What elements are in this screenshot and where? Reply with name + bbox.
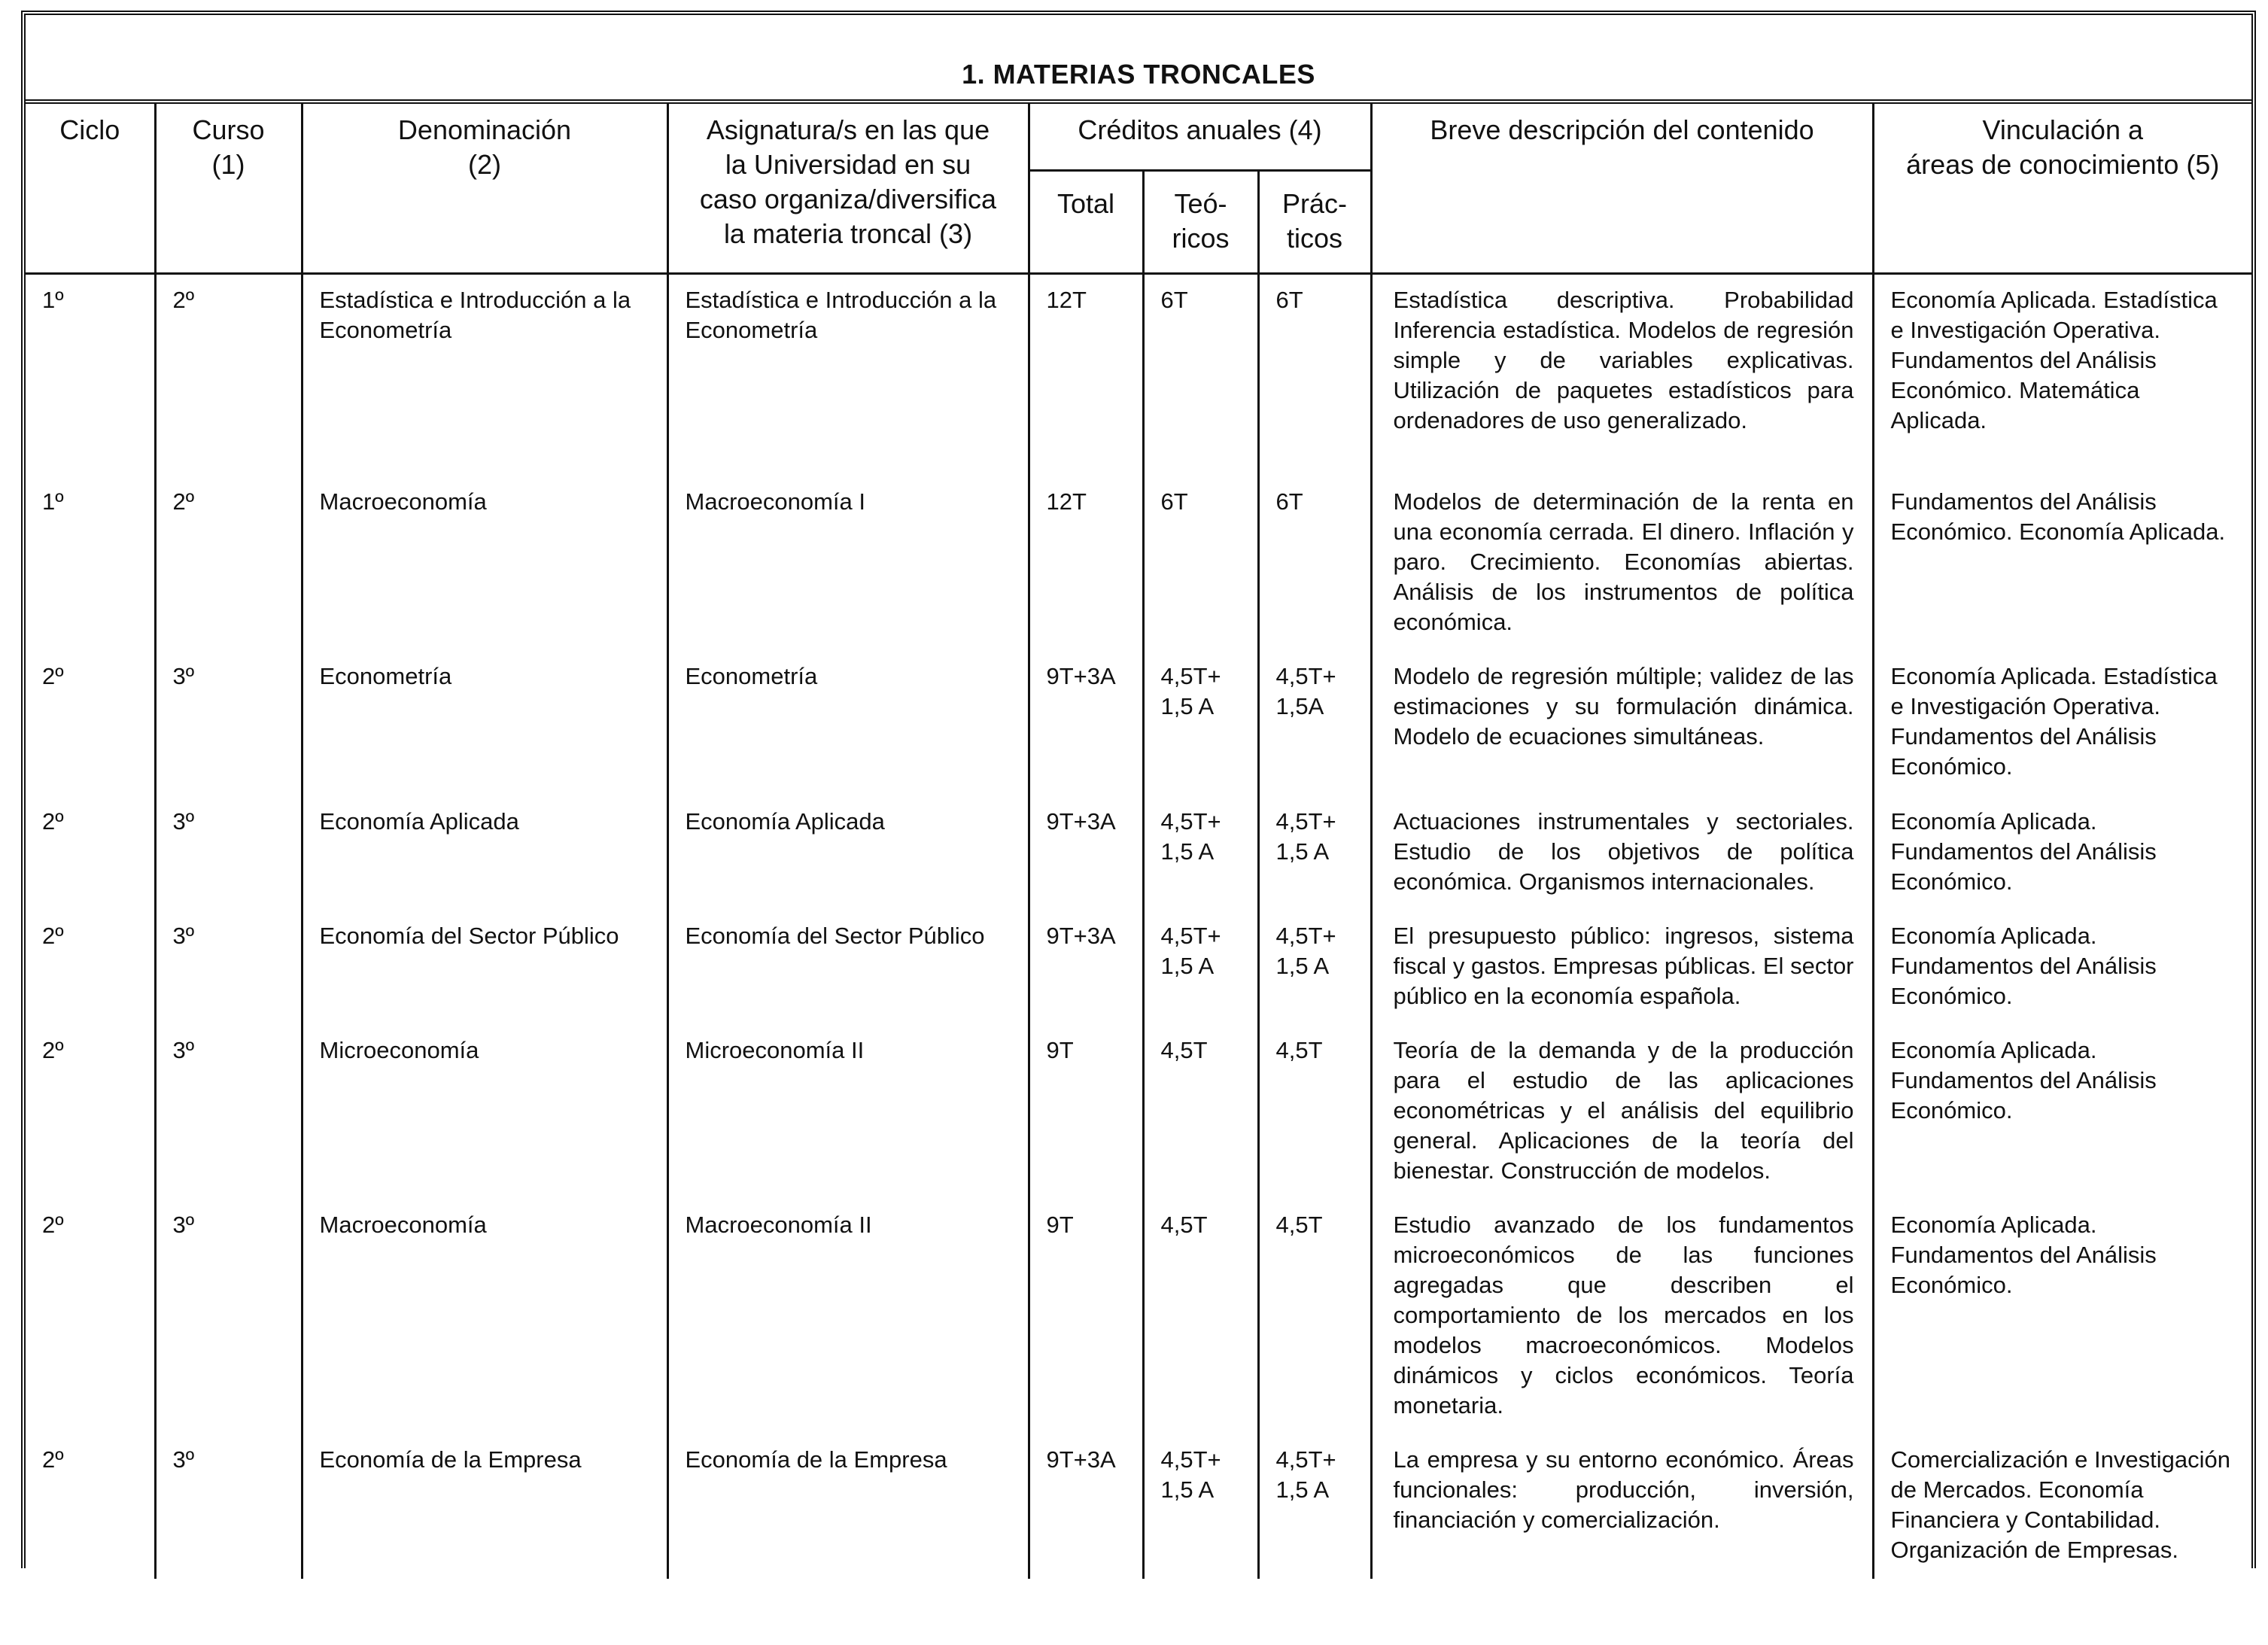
cell-asignatura-text: Econometría: [685, 663, 818, 689]
cell-teoricos: [1143, 651, 1258, 796]
cell-denominacion-text: Econometría: [319, 663, 452, 689]
cell-curso-text: 2º: [172, 286, 195, 313]
cell-descripcion: [1371, 476, 1873, 651]
table-row: [26, 651, 2251, 796]
cell-descripcion: [1371, 796, 1873, 911]
cell-curso-text: 3º: [172, 808, 195, 835]
cell-teoricos-text: 4,5T: [1160, 1212, 1208, 1238]
cell-ciclo-text: 1º: [42, 286, 64, 313]
cell-descripcion-text: Modelo de regresión múltiple; validez de las estimaciones y su formulación dinámica. Modelo de ecuaciones simultáneas.: [1393, 663, 1854, 750]
header-practicos: Prác- ticos: [1258, 170, 1371, 273]
cell-practicos-text: 6T: [1275, 488, 1303, 515]
cell-practicos-text: 4,5T: [1275, 1212, 1323, 1238]
cell-total: [1029, 1025, 1143, 1200]
table-row: [26, 1025, 2251, 1200]
cell-practicos-text: 4,5T+ 1,5 A: [1275, 808, 1336, 865]
cell-asignatura: [667, 1025, 1029, 1200]
cell-practicos: [1258, 911, 1371, 1025]
cell-vinculacion-text: Economía Aplicada. Fundamentos del Análisis Económico.: [1890, 923, 2157, 1009]
cell-vinculacion-text: Economía Aplicada. Fundamentos del Análisis Económico.: [1890, 808, 2157, 895]
cell-asignatura-text: Economía del Sector Público: [685, 923, 985, 949]
cell-practicos-text: 6T: [1275, 286, 1303, 313]
cell-asignatura-text: Economía de la Empresa: [685, 1446, 947, 1473]
cell-teoricos-text: 6T: [1160, 286, 1188, 313]
cell-teoricos-text: 4,5T+ 1,5 A: [1160, 808, 1221, 865]
cell-ciclo: [26, 476, 155, 651]
cell-total-text: 9T+3A: [1046, 663, 1116, 689]
cell-denominacion: [302, 1434, 667, 1579]
table-row: [26, 476, 2251, 651]
cell-practicos: [1258, 796, 1371, 911]
materias-table: [26, 104, 2251, 1579]
cell-ciclo-text: 2º: [42, 1212, 64, 1238]
cell-total: [1029, 651, 1143, 796]
cell-descripcion-text: Teoría de la demanda y de la producción para el estudio de las aplicaciones econométricas y el análisis del equilibrio general. Aplicaciones de la teoría del bienestar. Construcción de modelos.: [1393, 1037, 1854, 1184]
cell-total: [1029, 476, 1143, 651]
cell-ciclo: [26, 273, 155, 476]
header-asignatura: Asignatura/s en las que la Universidad en su caso organiza/diversifica la materia troncal (3): [667, 104, 1029, 273]
cell-asignatura: [667, 476, 1029, 651]
cell-vinculacion-text: Economía Aplicada. Estadística e Investigación Operativa. Fundamentos del Análisis Económico.: [1890, 663, 2218, 780]
cell-curso: [155, 796, 302, 911]
cell-vinculacion-text: Fundamentos del Análisis Económico. Economía Aplicada.: [1890, 488, 2226, 545]
cell-curso: [155, 911, 302, 1025]
cell-total-text: 9T+3A: [1046, 1446, 1116, 1473]
cell-ciclo: [26, 1200, 155, 1434]
cell-total: [1029, 1200, 1143, 1434]
cell-curso: [155, 1025, 302, 1200]
cell-curso-text: 3º: [172, 1446, 195, 1473]
cell-ciclo-text: 2º: [42, 1037, 64, 1063]
cell-descripcion-text: Modelos de determinación de la renta en una economía cerrada. El dinero. Inflación y paro. Crecimiento. Economías abiertas. Análisis de los instrumentos de política económica.: [1393, 488, 1854, 635]
cell-total: [1029, 1434, 1143, 1579]
cell-teoricos: [1143, 1025, 1258, 1200]
cell-curso-text: 3º: [172, 923, 195, 949]
cell-descripcion-text: Estudio avanzado de los fundamentos microeconómicos de las funciones agregadas que describen el comportamiento de los mercados en los modelos macroeconómicos. Modelos dinámicos y ciclos económicos. Teoría monetaria.: [1393, 1212, 1854, 1418]
cell-ciclo: [26, 1434, 155, 1579]
cell-asignatura-text: Macroeconomía I: [685, 488, 865, 515]
cell-denominacion-text: Microeconomía: [319, 1037, 479, 1063]
cell-denominacion-text: Macroeconomía: [319, 488, 487, 515]
materias-troncales-sheet: [21, 11, 2256, 1568]
cell-total: [1029, 273, 1143, 476]
cell-curso-text: 3º: [172, 1037, 195, 1063]
cell-practicos: [1258, 476, 1371, 651]
cell-teoricos-text: 4,5T+ 1,5 A: [1160, 1446, 1221, 1503]
cell-vinculacion: [1873, 273, 2251, 476]
cell-teoricos: [1143, 273, 1258, 476]
cell-total-text: 12T: [1046, 488, 1087, 515]
cell-vinculacion-text: Economía Aplicada. Fundamentos del Análisis Económico.: [1890, 1037, 2157, 1124]
cell-total-text: 9T: [1046, 1212, 1074, 1238]
cell-vinculacion: [1873, 911, 2251, 1025]
cell-practicos: [1258, 1200, 1371, 1434]
cell-denominacion-text: Macroeconomía: [319, 1212, 487, 1238]
cell-descripcion-text: El presupuesto público: ingresos, sistema fiscal y gastos. Empresas públicas. El sector público en la economía española.: [1393, 923, 1854, 1009]
header-curso: Curso (1): [155, 104, 302, 273]
cell-curso: [155, 273, 302, 476]
cell-denominacion: [302, 1025, 667, 1200]
cell-denominacion-text: Economía Aplicada: [319, 808, 519, 835]
cell-vinculacion: [1873, 651, 2251, 796]
cell-teoricos-text: 4,5T+ 1,5 A: [1160, 923, 1221, 979]
cell-ciclo-text: 2º: [42, 808, 64, 835]
cell-total-text: 12T: [1046, 286, 1087, 313]
cell-denominacion: [302, 651, 667, 796]
cell-descripcion: [1371, 911, 1873, 1025]
cell-vinculacion: [1873, 476, 2251, 651]
cell-denominacion: [302, 273, 667, 476]
table-body: [26, 273, 2251, 1579]
cell-descripcion: [1371, 1200, 1873, 1434]
cell-teoricos: [1143, 476, 1258, 651]
cell-ciclo-text: 1º: [42, 488, 64, 515]
table-row: [26, 273, 2251, 476]
cell-teoricos: [1143, 911, 1258, 1025]
cell-curso-text: 3º: [172, 663, 195, 689]
header-vinculacion: Vinculación a áreas de conocimiento (5): [1873, 104, 2251, 273]
cell-vinculacion-text: Comercialización e Investigación de Mercados. Economía Financiera y Contabilidad. Organización de Empresas.: [1890, 1446, 2230, 1563]
section-title-bar: [26, 15, 2251, 104]
cell-ciclo: [26, 796, 155, 911]
cell-denominacion-text: Economía del Sector Público: [319, 923, 619, 949]
cell-denominacion-text: Estadística e Introducción a la Econometría: [319, 286, 631, 343]
cell-vinculacion: [1873, 1434, 2251, 1579]
cell-curso: [155, 1434, 302, 1579]
cell-vinculacion-text: Economía Aplicada. Estadística e Investigación Operativa. Fundamentos del Análisis Económico. Matemática Aplicada.: [1890, 286, 2218, 433]
cell-total: [1029, 796, 1143, 911]
cell-descripcion: [1371, 1434, 1873, 1579]
header-ciclo: Ciclo: [26, 104, 155, 273]
cell-ciclo: [26, 651, 155, 796]
cell-descripcion-text: Estadística descriptiva. Probabilidad Inferencia estadística. Modelos de regresión simple y de variables explicativas. Utilización de paquetes estadísticos para ordenadores de uso generalizado.: [1393, 286, 1854, 433]
cell-curso-text: 3º: [172, 1212, 195, 1238]
cell-practicos: [1258, 1434, 1371, 1579]
cell-curso: [155, 651, 302, 796]
header-teoricos: Teó- ricos: [1143, 170, 1258, 273]
cell-asignatura: [667, 1434, 1029, 1579]
cell-descripcion: [1371, 273, 1873, 476]
cell-ciclo-text: 2º: [42, 663, 64, 689]
cell-ciclo: [26, 1025, 155, 1200]
cell-asignatura-text: Macroeconomía II: [685, 1212, 872, 1238]
cell-vinculacion: [1873, 1200, 2251, 1434]
cell-curso-text: 2º: [172, 488, 195, 515]
cell-ciclo-text: 2º: [42, 1446, 64, 1473]
cell-practicos: [1258, 1025, 1371, 1200]
cell-practicos-text: 4,5T: [1275, 1037, 1323, 1063]
cell-asignatura-text: Economía Aplicada: [685, 808, 885, 835]
cell-teoricos: [1143, 796, 1258, 911]
cell-practicos: [1258, 651, 1371, 796]
cell-denominacion-text: Economía de la Empresa: [319, 1446, 582, 1473]
section-title: 1. MATERIAS TRONCALES: [962, 59, 1315, 90]
cell-curso: [155, 1200, 302, 1434]
cell-descripcion-text: Actuaciones instrumentales y sectoriales. Estudio de los objetivos de política económica. Organismos internacionales.: [1393, 808, 1854, 895]
cell-total-text: 9T+3A: [1046, 923, 1116, 949]
cell-teoricos-text: 4,5T: [1160, 1037, 1208, 1063]
table-row: [26, 796, 2251, 911]
cell-asignatura: [667, 796, 1029, 911]
cell-denominacion: [302, 911, 667, 1025]
cell-practicos-text: 4,5T+ 1,5 A: [1275, 923, 1336, 979]
cell-total: [1029, 911, 1143, 1025]
table-row: [26, 911, 2251, 1025]
cell-practicos-text: 4,5T+ 1,5A: [1275, 663, 1336, 719]
cell-teoricos: [1143, 1200, 1258, 1434]
cell-denominacion: [302, 796, 667, 911]
cell-ciclo-text: 2º: [42, 923, 64, 949]
header-descripcion: Breve descripción del contenido: [1371, 104, 1873, 273]
table-row: [26, 1434, 2251, 1579]
cell-descripcion: [1371, 1025, 1873, 1200]
cell-ciclo: [26, 911, 155, 1025]
cell-asignatura: [667, 651, 1029, 796]
cell-practicos: [1258, 273, 1371, 476]
cell-asignatura-text: Estadística e Introducción a la Econometría: [685, 286, 997, 343]
cell-descripcion: [1371, 651, 1873, 796]
table-row: [26, 1200, 2251, 1434]
cell-teoricos: [1143, 1434, 1258, 1579]
cell-asignatura: [667, 1200, 1029, 1434]
table-header: [26, 104, 2251, 273]
cell-asignatura-text: Microeconomía II: [685, 1037, 865, 1063]
cell-asignatura: [667, 273, 1029, 476]
cell-vinculacion: [1873, 796, 2251, 911]
cell-total-text: 9T: [1046, 1037, 1074, 1063]
header-creditos: Créditos anuales (4): [1029, 104, 1371, 170]
cell-descripcion-text: La empresa y su entorno económico. Áreas funcionales: producción, inversión, financiación y comercialización.: [1393, 1446, 1854, 1533]
header-denominacion: Denominación (2): [302, 104, 667, 273]
cell-practicos-text: 4,5T+ 1,5 A: [1275, 1446, 1336, 1503]
cell-asignatura: [667, 911, 1029, 1025]
cell-teoricos-text: 4,5T+ 1,5 A: [1160, 663, 1221, 719]
cell-denominacion: [302, 1200, 667, 1434]
cell-vinculacion: [1873, 1025, 2251, 1200]
header-total: Total: [1029, 170, 1143, 273]
cell-denominacion: [302, 476, 667, 651]
cell-total-text: 9T+3A: [1046, 808, 1116, 835]
cell-teoricos-text: 6T: [1160, 488, 1188, 515]
cell-curso: [155, 476, 302, 651]
cell-vinculacion-text: Economía Aplicada. Fundamentos del Análisis Económico.: [1890, 1212, 2157, 1298]
